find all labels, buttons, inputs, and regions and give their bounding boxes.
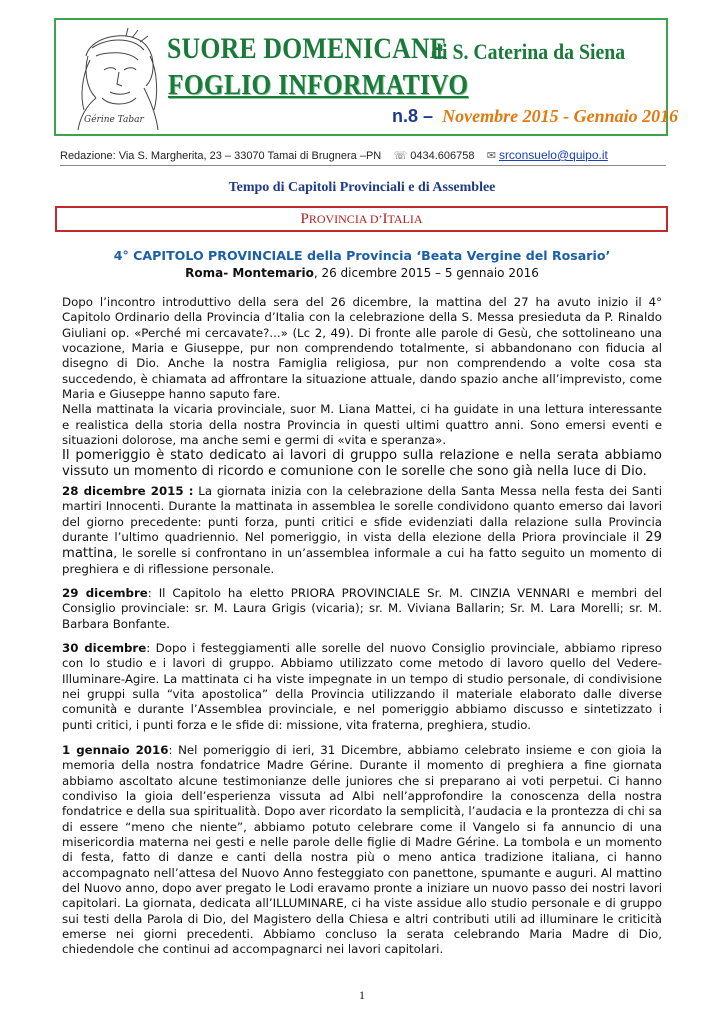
- paragraph-30-dicembre: [62, 641, 662, 733]
- chapter-title: [0, 248, 724, 263]
- date-label-28: 28 dicembre 2015 :: [62, 484, 194, 498]
- province-heading-box: [55, 206, 668, 232]
- section-title: Tempo di Capitoli Provinciali e di Assemblee: [228, 180, 496, 195]
- text-29: : Il Capitolo ha eletto PRIORA PROVINCIALE Sr. M. CINZIA VENNARI e membri del Consiglio provinciale: sr. M. Laura Grigis (vicaria); sr. M. Viviana Ballarin; Sr. M. Lara Morelli; sr. M. Barbara Bonfante.: [62, 586, 662, 631]
- title-main: SUORE DOMENICANE: [167, 32, 448, 65]
- masthead-subtitle: FOGLIO INFORMATIVO: [168, 70, 469, 101]
- redazione-address: Via S. Margherita, 23 – 33070 Tamai di Brugnera –PN: [118, 150, 382, 162]
- title-suffix: di S. Caterina da Siena: [431, 39, 626, 64]
- chapter-place: Roma- Montemario: [185, 266, 314, 280]
- chapter-title-rest: della Provincia ‘Beata Vergine del Rosario’: [307, 248, 611, 263]
- text-28-a: La giornata inizia con la celebrazione della Santa Messa nella festa dei Santi martiri Innocenti. Durante la mattinata in assemblea le sorelle condividono quanto emerso dai lavori del giorno precedente: punti forza, punti critici e sfide evidenziati dalla relazione sulla Provincia durante l’ultimo quadriennio. Nel pomeriggio, in vista della elezione della Priora provinciale il: [62, 484, 662, 545]
- body-1-gennaio: [62, 743, 662, 958]
- body-30-dicembre: [62, 641, 662, 733]
- date-label-30: 30 dicembre: [62, 641, 147, 655]
- province-cap-i: I: [382, 211, 388, 227]
- text-1-gennaio: : Nel pomeriggio di ieri, 31 Dicembre, abbiamo celebrato insieme e con gioia la memoria della nostra fondatrice Madre Gérine. Durante il momento di preghiera a fine giornata abbiamo ascoltato alcune testimonianze delle juniores che si preparano ai voti perpetui. Ci hanno condiviso la gioia dell’esperienza vissuta ad Albi nell’approfondire la conoscenza della nostra fondatrice e della sua spiritualità. Dopo aver ricordato la semplicità, l’audacia e la prontezza di chi sa di essere “meno che niente”, abbiamo potuto celebrare come il Vangelo si fa annuncio di una misericordia materna nei gesti e nelle parole delle figlie di Madre Gérine. La tombola e un momento di festa, fatto di danze e canti della nostra più o meno antica tradizione italiana, ci hanno accompagnato nell’attesa del Nuovo Anno festeggiato con panettone, spumante e auguri. Al mattino del Nuovo anno, dopo aver pregato le Lodi eravamo pronte a iniziare un nuovo passo dei nostri lavori capitolari. La giornata, dedicata all’ILLUMINARE, ci ha viste assidue allo studio personale e di gruppo sui testi della Parola di Dio, del Magistero della Chiesa e altri contributi utili ad illuminare le criticità emerse nei giorni precedenti. Abbiamo concluso la serata celebrando Maria Madre di Dio, chiedendole che continui ad accompagnarci nei lavori capitolari.: [62, 743, 663, 957]
- body-28-dicembre: [62, 484, 662, 577]
- chapter-title-bold: 4° CAPITOLO PROVINCIALE: [113, 248, 303, 263]
- masthead-title: [167, 32, 626, 66]
- text-28-b: , le sorelle si confrontano in un’assemblea informale a cui ha fatto seguito un momento di preghiera e di riflessione personale.: [62, 546, 662, 577]
- paragraph-28-dicembre: [62, 484, 662, 577]
- paragraph-pomeriggio: Il pomeriggio è stato dedicato ai lavori di gruppo sulla relazione e nella serata abbiamo vissuto un momento di ricordo e comunione con le sorelle che sono già nella luce di Dio.: [62, 448, 662, 480]
- page-number: 1: [359, 988, 365, 1002]
- text-28-big: 29 mattina: [62, 530, 662, 562]
- issue-date: Novembre 2015 - Gennaio 2016: [442, 106, 679, 126]
- redazione-label: Redazione:: [60, 150, 116, 162]
- issue-line: [392, 106, 678, 127]
- province-rest-1: ROVINCIA D’: [308, 212, 383, 226]
- province-cap-p: P: [300, 211, 309, 227]
- text-30: : Dopo i festeggiamenti alle sorelle del nuovo Consiglio provinciale, abbiamo ripreso con lo studio e i lavori di gruppo. Abbiamo utilizzato come metodo di lavoro quello del Vedere-Illuminare-Agire. La mattinata ci ha viste impegnate in un tempo di studio personale, di condivisione nei gruppi sulla “vita apostolica” della Provincia utilizzando il materiale elaborato dalle diverse comunità e durante l’Assemblea provinciale, e nel pomeriggio abbiamo discusso e sintetizzato i punti critici, i punti forza e le sfide di: missione, vita fraterna, preghiera, studio.: [62, 641, 662, 732]
- redazione-email-link[interactable]: srconsuelo@quipo.it: [498, 148, 608, 162]
- issue-number: n.8 –: [392, 106, 434, 126]
- redazione-phone: 0434.606758: [410, 150, 475, 162]
- masthead: [54, 18, 679, 136]
- body-29-dicembre: [62, 586, 662, 632]
- province-rest-2: TALIA: [387, 212, 423, 226]
- date-label-29: 29 dicembre: [62, 586, 148, 600]
- chapter-subtitle: [0, 266, 724, 280]
- paragraph-mattinata: Nella mattinata la vicaria provinciale, suor M. Liana Mattei, ci ha guidate in una lettura interessante e realistica della storia della nostra Provincia in questi ultimi quattro anni. Sono emersi eventi e situazioni dolorose, ma anche semi e germi di «vita e speranza».: [62, 402, 662, 448]
- paragraph-intro: Dopo l’incontro introduttivo della sera del 26 dicembre, la mattina del 27 ha avuto inizio il 4° Capitolo Ordinario della Provincia d’Italia con la celebrazione della S. Messa presieduta da P. Rinaldo Giuliani op. «Perché mi cercavate?...» (Lc 2, 49). Di fronte alle parole di Gesù, che sottolineano una vocazione, Maria e Giuseppe, pur non comprendendo totalmente, si abbandonano con fiducia al disegno di Dio. Anche la nostra Famiglia religiosa, pur non comprendendo a volte cosa sta succedendo, è chiamata ad affrontare la situazione attuale, dando spazio anche all’imprevisto, come Maria e Giuseppe hanno saputo fare.: [62, 295, 662, 402]
- paragraph-1-gennaio: [62, 743, 662, 958]
- chapter-dates: , 26 dicembre 2015 – 5 gennaio 2016: [313, 266, 539, 280]
- body-intro: [62, 295, 662, 480]
- date-label-1-gennaio: 1 gennaio 2016: [62, 743, 169, 757]
- portrait-signature: Gérine Tabar: [84, 115, 144, 125]
- paragraph-29-dicembre: [62, 586, 662, 632]
- phone-icon: ☏: [393, 150, 408, 162]
- envelope-icon: ✉: [486, 150, 496, 162]
- redazione-line: [60, 148, 666, 166]
